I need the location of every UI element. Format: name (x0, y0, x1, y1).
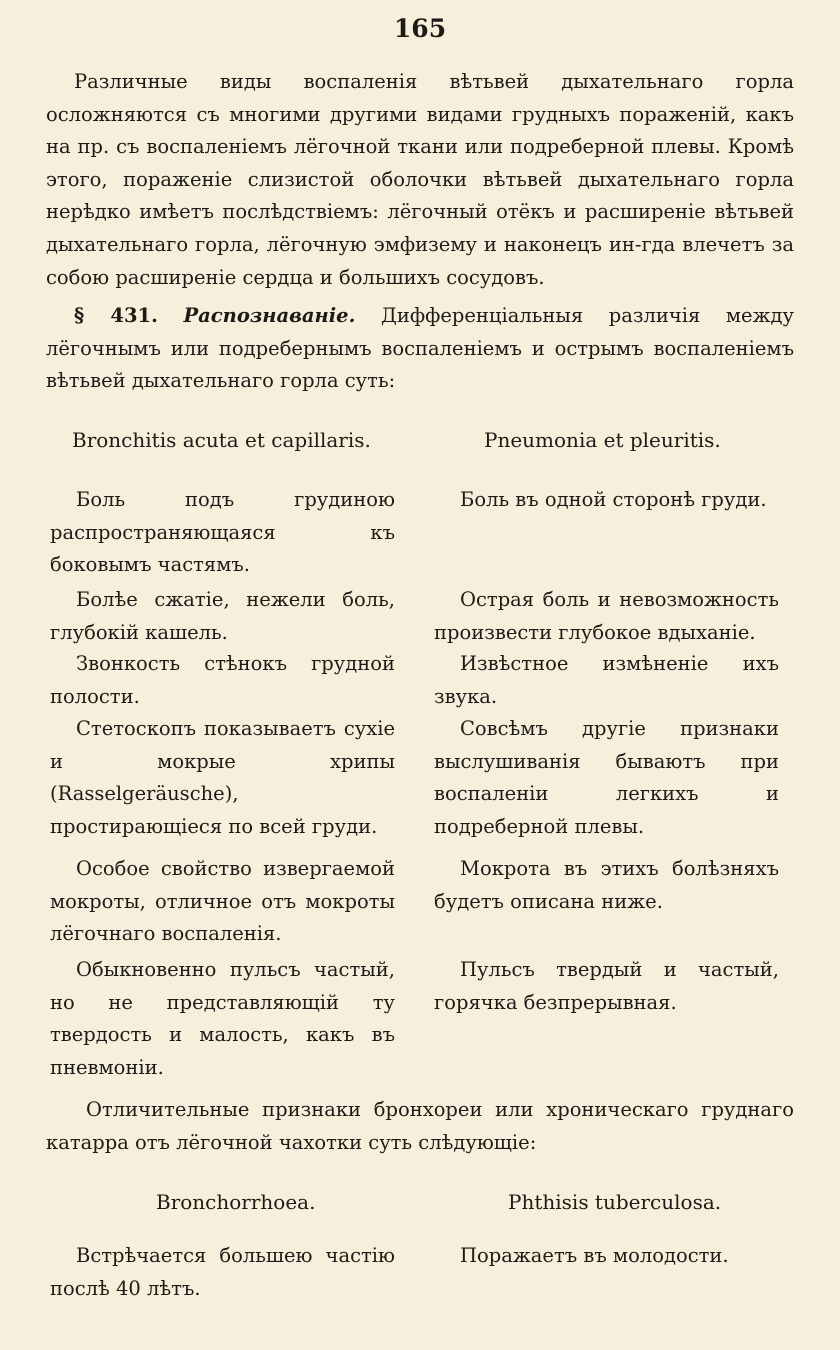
bronchorrhoea-sign-age: Встрѣчается большею частію послѣ 40 лѣтъ. (50, 1244, 395, 1300)
pneumonia-sign-pain: Боль въ одной сторонѣ груди. (460, 488, 767, 511)
section-number: § 431. (74, 304, 158, 327)
phthisis-heading: Phthisis tuberculosa. (508, 1190, 722, 1214)
pneumonia-sign-acute-pain: Острая боль и невозможность произвести глубокое вдыханіе. (434, 588, 779, 644)
phthisis-sign-age: Поражаетъ въ молодости. (460, 1244, 729, 1267)
pneumonia-sign-sputum: Мокрота въ этихъ болѣзняхъ будетъ описана ниже. (434, 857, 779, 913)
bronchorrhoea-heading: Bronchorrhoea. (156, 1190, 316, 1214)
bronchitis-heading: Bronchitis acuta et capillaris. (72, 428, 371, 452)
bronchitis-sign-resonance: Звонкость стѣнокъ грудной полости. (50, 652, 395, 708)
bronchorrhoea-paragraph: Отличительные признаки бронхореи или хроническаго груднаго катарра отъ лёгочной чахотки суть слѣдующіе: (46, 1098, 794, 1154)
section-text: Дифференціальныя различія между лёгочнымъ или подребернымъ воспаленіемъ и острымъ воспаленіемъ вѣтьвей дыхательнаго горла суть: (46, 304, 795, 393)
bronchitis-sign-pulse: Обыкновенно пульсъ частый, но не представляющій ту твердость и малость, какъ въ пневмоніи. (50, 958, 395, 1079)
pneumonia-sign-pulse: Пульсъ твердый и частый, горячка безпрерывная. (434, 958, 779, 1014)
pneumonia-heading: Pneumonia et pleuritis. (484, 428, 721, 452)
page-number: 165 (393, 14, 447, 43)
pneumonia-sign-auscultation: Совсѣмъ другіе признаки выслушиванія бываютъ при воспаленіи легкихъ и подреберной плевы. (434, 717, 779, 838)
pneumonia-sign-sound: Извѣстное измѣненіе ихъ звука. (434, 652, 779, 708)
section-431-paragraph (46, 300, 794, 398)
bronchitis-sign-stethoscope: Стетоскопъ показываетъ сухіе и мокрые хрипы (Rasselgeräusche), простирающіеся по всей груди. (50, 717, 395, 838)
bronchitis-sign-pain: Боль подъ грудиною распространяющаяся къ боковымъ частямъ. (50, 488, 395, 577)
intro-paragraph: Различные виды воспаленія вѣтьвей дыхательнаго горла осложняются съ многими другими видами грудныхъ пораженій, какъ на пр. съ воспаленіемъ лёгочной ткани или подреберной плевы. Кромѣ этого, пораженіе слизистой оболочки вѣтьвей дыхательнаго горла нерѣдко имѣетъ послѣдствіемъ: лёгочный отёкъ и расширеніе вѣтьвей дыхательнаго горла, лёгочную эмфизему и наконецъ ин-гда влечетъ за собою расширеніе сердца и большихъ сосудовъ. (46, 70, 794, 289)
section-title: Распознаваніе. (183, 304, 356, 327)
bronchitis-sign-sputum: Особое свойство извергаемой мокроты, отличное отъ мокроты лёгочнаго воспаленія. (50, 857, 395, 946)
bronchitis-sign-cough: Болѣе сжатіе, нежели боль, глубокій кашель. (50, 588, 395, 644)
